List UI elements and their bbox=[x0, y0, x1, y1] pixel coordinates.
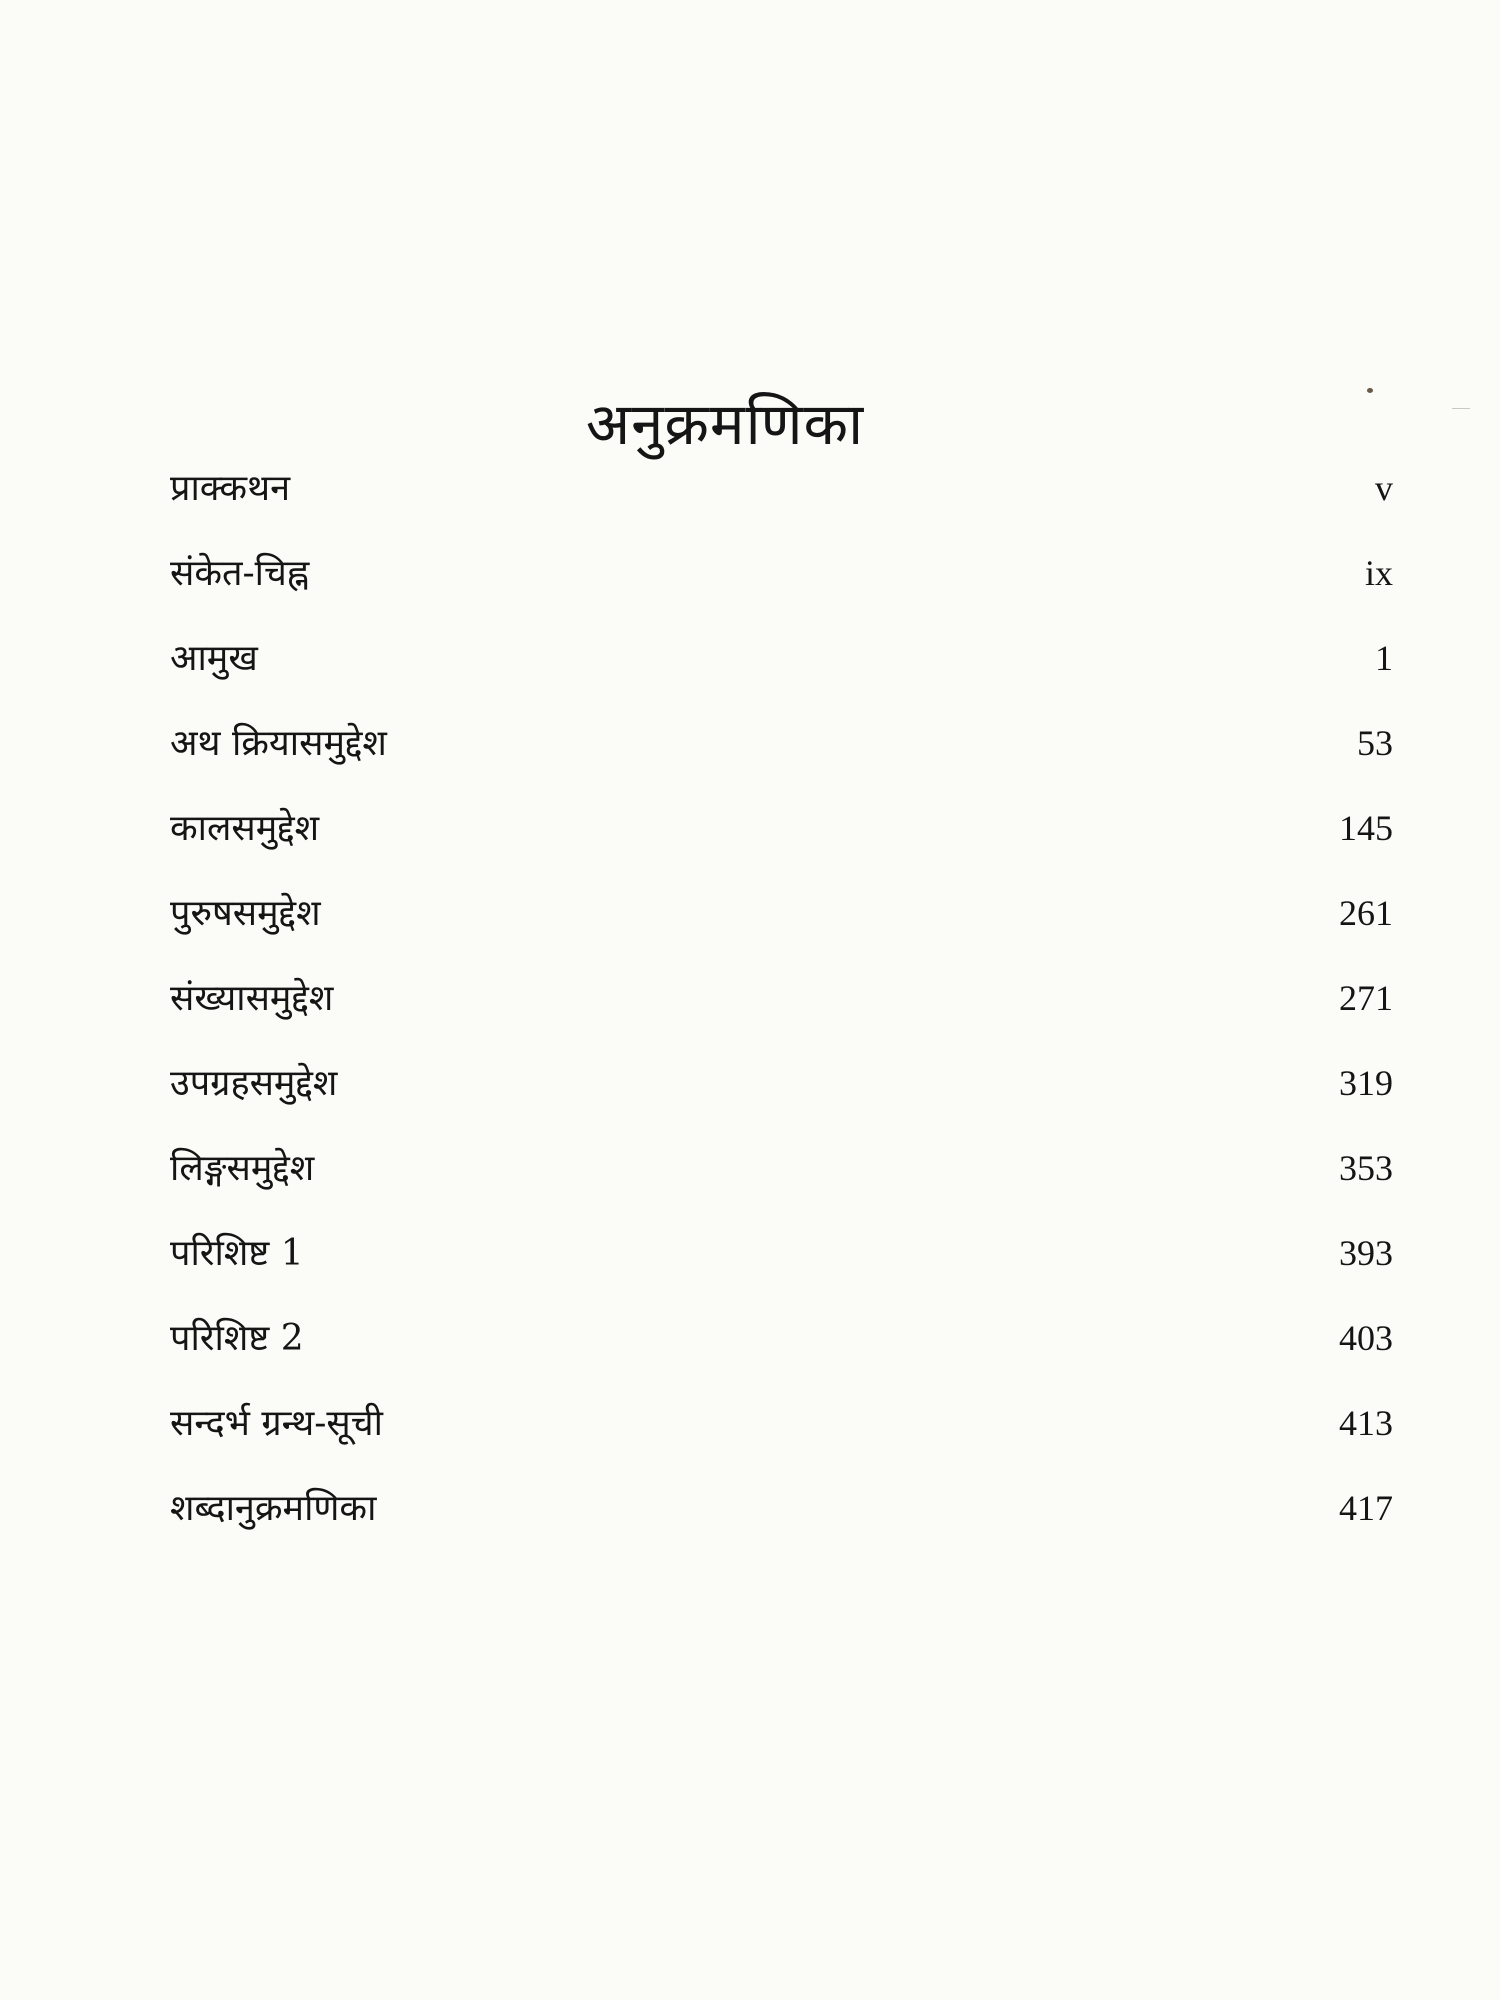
toc-entry-title: कालसमुद्देश bbox=[170, 808, 320, 849]
toc-entry bbox=[170, 1053, 1395, 1138]
paper-mark bbox=[1452, 408, 1470, 409]
toc-entry-title: अथ क्रियासमुद्देश bbox=[170, 723, 387, 764]
toc-entry bbox=[170, 628, 1395, 713]
toc-entry-title: संख्यासमुद्देश bbox=[170, 978, 334, 1019]
toc-entry-title: परिशिष्ट 2 bbox=[170, 1318, 304, 1359]
toc-entry bbox=[170, 1223, 1395, 1308]
toc-entry-page: v bbox=[1375, 468, 1393, 508]
toc-entry-page: 53 bbox=[1357, 723, 1393, 763]
toc-entry-title: पुरुषसमुद्देश bbox=[170, 893, 321, 934]
toc-entry bbox=[170, 968, 1395, 1053]
paper-speck bbox=[1367, 388, 1373, 393]
toc-entry-page: 271 bbox=[1339, 978, 1393, 1018]
toc-entry bbox=[170, 458, 1395, 543]
toc-entry-page: 413 bbox=[1339, 1403, 1393, 1443]
toc-entry bbox=[170, 543, 1395, 628]
toc-entry bbox=[170, 1308, 1395, 1393]
toc-entry bbox=[170, 1478, 1395, 1563]
toc-entry bbox=[170, 1138, 1395, 1223]
table-of-contents bbox=[170, 458, 1395, 1563]
toc-entry-page: 319 bbox=[1339, 1063, 1393, 1103]
toc-entry-title: प्राक्कथन bbox=[170, 468, 291, 509]
toc-entry-page: 403 bbox=[1339, 1318, 1393, 1358]
toc-entry bbox=[170, 713, 1395, 798]
toc-entry-page: 353 bbox=[1339, 1148, 1393, 1188]
toc-entry-page: 261 bbox=[1339, 893, 1393, 933]
toc-entry-page: 393 bbox=[1339, 1233, 1393, 1273]
toc-entry-page: 145 bbox=[1339, 808, 1393, 848]
toc-entry-page: 1 bbox=[1375, 638, 1393, 678]
page-title: अनुक्रमणिका bbox=[585, 389, 865, 458]
toc-entry bbox=[170, 798, 1395, 883]
toc-entry-title: उपग्रहसमुद्देश bbox=[170, 1063, 338, 1104]
toc-entry-title: संकेत-चिह्न bbox=[170, 553, 310, 594]
toc-entry-title: सन्दर्भ ग्रन्थ-सूची bbox=[170, 1403, 383, 1444]
toc-entry-page: ix bbox=[1364, 553, 1393, 593]
toc-entry bbox=[170, 1393, 1395, 1478]
toc-entry-title: परिशिष्ट 1 bbox=[170, 1233, 304, 1274]
toc-entry-page: 417 bbox=[1339, 1488, 1393, 1528]
toc-entry-title: आमुख bbox=[170, 638, 258, 679]
toc-entry bbox=[170, 883, 1395, 968]
toc-entry-title: शब्दानुक्रमणिका bbox=[170, 1488, 377, 1529]
toc-entry-title: लिङ्गसमुद्देश bbox=[170, 1148, 315, 1189]
